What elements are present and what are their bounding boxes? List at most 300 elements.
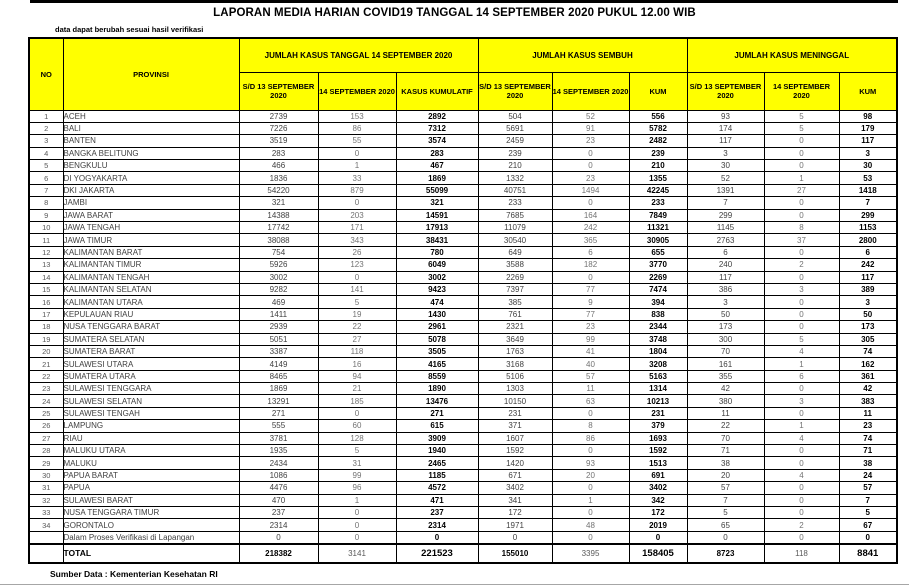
cell-value: 556 (629, 110, 687, 122)
cell-value: 2269 (478, 271, 552, 283)
cell-value: 2459 (478, 135, 552, 147)
cell-no: 15 (29, 283, 63, 295)
cell-value: 0 (552, 445, 629, 457)
cell-provinsi: SULAWESI TENGGARA (63, 383, 239, 395)
cell-provinsi: Dalam Proses Verifikasi di Lapangan (63, 531, 239, 543)
cell-value: 3402 (478, 482, 552, 494)
header-kasus-14sep: 14 SEPTEMBER 2020 (318, 72, 396, 110)
cell-value: 649 (478, 246, 552, 258)
cell-value: 30 (839, 160, 897, 172)
cell-value: 343 (318, 234, 396, 246)
cell-value: 6 (764, 370, 839, 382)
cell-value: 754 (239, 246, 318, 258)
cell-value: 0 (318, 147, 396, 159)
cell-value: 6 (552, 246, 629, 258)
cell-value: 38 (839, 457, 897, 469)
cell-value: 9 (552, 296, 629, 308)
cell-value: 1420 (478, 457, 552, 469)
cell-value: 23 (552, 321, 629, 333)
cell-value: 141 (318, 283, 396, 295)
cell-value: 0 (552, 160, 629, 172)
cell-value: 2434 (239, 457, 318, 469)
cell-value: 283 (239, 147, 318, 159)
cell-value: 38 (687, 457, 764, 469)
cell-value: 22 (687, 420, 764, 432)
cell-value: 8 (764, 222, 839, 234)
header-no: NO (29, 38, 63, 110)
total-value: 3395 (552, 544, 629, 563)
table-row (29, 246, 897, 258)
cell-provinsi: JAWA TENGAH (63, 222, 239, 234)
cell-value: 1971 (478, 519, 552, 531)
table-row (29, 234, 897, 246)
cell-value: 10213 (629, 395, 687, 407)
cell-value: 7226 (239, 122, 318, 134)
cell-value: 6 (687, 246, 764, 258)
cell-value: 1355 (629, 172, 687, 184)
total-value: 8841 (839, 544, 897, 563)
cell-value: 7397 (478, 283, 552, 295)
source-note: Sumber Data : Kementerian Kesehatan RI (50, 569, 218, 579)
cell-value: 99 (318, 469, 396, 481)
cell-value: 1869 (239, 383, 318, 395)
table-row (29, 283, 897, 295)
cell-value: 19 (318, 308, 396, 320)
cell-no: 12 (29, 246, 63, 258)
cell-value: 0 (478, 531, 552, 543)
cell-value: 0 (552, 147, 629, 159)
cell-value: 179 (839, 122, 897, 134)
cell-value: 94 (318, 370, 396, 382)
cell-value: 1592 (478, 445, 552, 457)
cell-value: 117 (687, 135, 764, 147)
cell-value: 761 (478, 308, 552, 320)
cell-value: 242 (839, 259, 897, 271)
header-provinsi: PROVINSI (63, 38, 239, 110)
total-value: 8723 (687, 544, 764, 563)
cell-value: 0 (764, 407, 839, 419)
cell-value: 504 (478, 110, 552, 122)
cell-value: 1185 (396, 469, 478, 481)
cell-value: 57 (839, 482, 897, 494)
cell-provinsi: SUMATERA BARAT (63, 345, 239, 357)
cell-value: 0 (764, 531, 839, 543)
cell-value: 5 (764, 122, 839, 134)
cell-value: 41 (552, 345, 629, 357)
cell-no: 18 (29, 321, 63, 333)
cell-provinsi: DI YOGYAKARTA (63, 172, 239, 184)
total-value: 221523 (396, 544, 478, 563)
cell-value: 50 (687, 308, 764, 320)
cell-value: 555 (239, 420, 318, 432)
header-meninggal-14sep: 14 SEPTEMBER 2020 (764, 72, 839, 110)
cell-no: 32 (29, 494, 63, 506)
top-border-bar (30, 0, 898, 3)
total-row (29, 544, 897, 563)
cell-value: 2763 (687, 234, 764, 246)
cell-value: 371 (478, 420, 552, 432)
cell-value: 0 (318, 197, 396, 209)
cell-value: 1 (764, 420, 839, 432)
cell-value: 5 (764, 333, 839, 345)
cell-value: 57 (687, 482, 764, 494)
cell-value: 0 (764, 160, 839, 172)
cell-value: 469 (239, 296, 318, 308)
cell-value: 239 (629, 147, 687, 159)
cell-value: 1 (764, 172, 839, 184)
cell-value: 53 (839, 172, 897, 184)
table-row (29, 345, 897, 357)
cell-no: 28 (29, 445, 63, 457)
cell-value: 1303 (478, 383, 552, 395)
cell-value: 342 (629, 494, 687, 506)
cell-value: 355 (687, 370, 764, 382)
cell-value: 3909 (396, 432, 478, 444)
cell-value: 3402 (629, 482, 687, 494)
table-row (29, 519, 897, 531)
cell-value: 38431 (396, 234, 478, 246)
cell-no: 34 (29, 519, 63, 531)
cell-value: 173 (839, 321, 897, 333)
cell-value: 386 (687, 283, 764, 295)
cell-value: 5691 (478, 122, 552, 134)
cell-provinsi: SULAWESI TENGAH (63, 407, 239, 419)
header-sembuh-14sep: 14 SEPTEMBER 2020 (552, 72, 629, 110)
cell-value: 2344 (629, 321, 687, 333)
cell-value: 20 (687, 469, 764, 481)
cell-value: 9423 (396, 283, 478, 295)
cell-value: 7 (687, 494, 764, 506)
table-row (29, 494, 897, 506)
cell-value: 6 (839, 246, 897, 258)
cell-provinsi: DKI JAKARTA (63, 184, 239, 196)
cell-value: 2892 (396, 110, 478, 122)
cell-value: 30540 (478, 234, 552, 246)
cell-value: 383 (839, 395, 897, 407)
cell-value: 0 (764, 445, 839, 457)
cell-value: 3002 (396, 271, 478, 283)
cell-value: 321 (239, 197, 318, 209)
cell-value: 8 (552, 420, 629, 432)
cell-value: 11321 (629, 222, 687, 234)
cell-value: 21 (318, 383, 396, 395)
cell-value: 67 (839, 519, 897, 531)
cell-value: 3748 (629, 333, 687, 345)
cell-value: 22 (318, 321, 396, 333)
cell-value: 0 (629, 531, 687, 543)
cell-value: 5078 (396, 333, 478, 345)
cell-value: 239 (478, 147, 552, 159)
cell-value: 283 (396, 147, 478, 159)
cell-value: 172 (478, 507, 552, 519)
total-value: 158405 (629, 544, 687, 563)
cell-value: 1430 (396, 308, 478, 320)
cell-value: 2482 (629, 135, 687, 147)
header-sembuh-kum: KUM (629, 72, 687, 110)
cell-value: 3 (839, 147, 897, 159)
cell-value: 0 (318, 271, 396, 283)
cell-provinsi: KALIMANTAN SELATAN (63, 283, 239, 295)
cell-value: 4 (764, 345, 839, 357)
cell-no: 3 (29, 135, 63, 147)
cell-value: 2961 (396, 321, 478, 333)
cell-value: 467 (396, 160, 478, 172)
cell-no (29, 531, 63, 543)
cell-provinsi: ACEH (63, 110, 239, 122)
cell-value: 24 (839, 469, 897, 481)
cell-value: 4165 (396, 358, 478, 370)
table-row (29, 445, 897, 457)
cell-value: 879 (318, 184, 396, 196)
table-row (29, 469, 897, 481)
cell-value: 5051 (239, 333, 318, 345)
cell-value: 466 (239, 160, 318, 172)
cell-value: 2321 (478, 321, 552, 333)
cell-value: 23 (552, 172, 629, 184)
cell-value: 5 (318, 296, 396, 308)
cell-value: 153 (318, 110, 396, 122)
cell-provinsi: SUMATERA SELATAN (63, 333, 239, 345)
cell-value: 2269 (629, 271, 687, 283)
cell-provinsi: JAWA BARAT (63, 209, 239, 221)
cell-value: 1592 (629, 445, 687, 457)
cell-value: 13476 (396, 395, 478, 407)
cell-value: 1145 (687, 222, 764, 234)
header-kasus-kumulatif: KASUS KUMULATIF (396, 72, 478, 110)
total-label: TOTAL (63, 544, 239, 563)
cell-value: 321 (396, 197, 478, 209)
cell-value: 7312 (396, 122, 478, 134)
cell-value: 70 (687, 345, 764, 357)
table-row (29, 271, 897, 283)
table-row (29, 383, 897, 395)
cell-value: 361 (839, 370, 897, 382)
cell-value: 57 (552, 370, 629, 382)
cell-value: 1086 (239, 469, 318, 481)
cell-provinsi: SULAWESI UTARA (63, 358, 239, 370)
cell-value: 1804 (629, 345, 687, 357)
cell-value: 11 (687, 407, 764, 419)
cell-value: 341 (478, 494, 552, 506)
cell-value: 0 (764, 246, 839, 258)
cell-value: 5106 (478, 370, 552, 382)
table-row (29, 407, 897, 419)
cell-value: 1693 (629, 432, 687, 444)
cell-value: 14591 (396, 209, 478, 221)
cell-value: 162 (839, 358, 897, 370)
cell-value: 93 (687, 110, 764, 122)
cell-value: 174 (687, 122, 764, 134)
cell-no: 31 (29, 482, 63, 494)
cell-value: 42 (839, 383, 897, 395)
cell-no: 19 (29, 333, 63, 345)
cell-value: 0 (764, 296, 839, 308)
cell-value: 4 (764, 432, 839, 444)
cell-no: 11 (29, 234, 63, 246)
cell-value: 1836 (239, 172, 318, 184)
cell-value: 4149 (239, 358, 318, 370)
cell-value: 299 (687, 209, 764, 221)
table-row (29, 370, 897, 382)
cell-value: 7 (687, 197, 764, 209)
cell-value: 14388 (239, 209, 318, 221)
cell-value: 2 (764, 259, 839, 271)
cell-value: 271 (239, 407, 318, 419)
cell-provinsi: KEPULAUAN RIAU (63, 308, 239, 320)
cell-no: 9 (29, 209, 63, 221)
cell-provinsi: KALIMANTAN TIMUR (63, 259, 239, 271)
cell-value: 8559 (396, 370, 478, 382)
cell-provinsi: JAMBI (63, 197, 239, 209)
cell-value: 16 (318, 358, 396, 370)
cell-value: 7685 (478, 209, 552, 221)
cell-value: 2314 (239, 519, 318, 531)
cell-value: 23 (552, 135, 629, 147)
cell-value: 1869 (396, 172, 478, 184)
cell-value: 52 (687, 172, 764, 184)
cell-value: 1763 (478, 345, 552, 357)
cell-value: 3649 (478, 333, 552, 345)
cell-provinsi: BANGKA BELITUNG (63, 147, 239, 159)
table-row (29, 209, 897, 221)
cell-value: 42 (687, 383, 764, 395)
cell-value: 691 (629, 469, 687, 481)
cell-value: 3208 (629, 358, 687, 370)
cell-value: 172 (629, 507, 687, 519)
cell-value: 3519 (239, 135, 318, 147)
cell-value: 1607 (478, 432, 552, 444)
cell-value: 117 (687, 271, 764, 283)
cell-value: 30905 (629, 234, 687, 246)
cell-no: 5 (29, 160, 63, 172)
cell-value: 240 (687, 259, 764, 271)
cell-value: 1 (318, 160, 396, 172)
cell-value: 2019 (629, 519, 687, 531)
cell-value: 1411 (239, 308, 318, 320)
cell-no: 10 (29, 222, 63, 234)
cell-value: 33 (318, 172, 396, 184)
cell-value: 2465 (396, 457, 478, 469)
cell-value: 1332 (478, 172, 552, 184)
cell-value: 20 (552, 469, 629, 481)
cell-value: 27 (318, 333, 396, 345)
cell-value: 2739 (239, 110, 318, 122)
cell-value: 117 (839, 135, 897, 147)
cell-value: 0 (764, 482, 839, 494)
cell-value: 0 (687, 531, 764, 543)
cell-value: 63 (552, 395, 629, 407)
cell-value: 3002 (239, 271, 318, 283)
cell-value: 5926 (239, 259, 318, 271)
cell-value: 161 (687, 358, 764, 370)
cell-value: 91 (552, 122, 629, 134)
cell-value: 7474 (629, 283, 687, 295)
cell-value: 65 (687, 519, 764, 531)
cell-value: 203 (318, 209, 396, 221)
cell-value: 9282 (239, 283, 318, 295)
cell-provinsi: BENGKULU (63, 160, 239, 172)
cell-value: 23 (839, 420, 897, 432)
cell-value: 71 (687, 445, 764, 457)
cell-value: 118 (318, 345, 396, 357)
cell-value: 1391 (687, 184, 764, 196)
cell-provinsi: KALIMANTAN BARAT (63, 246, 239, 258)
cell-no: 6 (29, 172, 63, 184)
cell-value: 55099 (396, 184, 478, 196)
cell-value: 671 (478, 469, 552, 481)
table-row (29, 110, 897, 122)
table-row (29, 333, 897, 345)
cell-provinsi: PAPUA (63, 482, 239, 494)
cell-provinsi: NUSA TENGGARA BARAT (63, 321, 239, 333)
cell-value: 0 (764, 147, 839, 159)
table-row (29, 259, 897, 271)
cell-value: 0 (764, 209, 839, 221)
cell-value: 60 (318, 420, 396, 432)
cell-no: 16 (29, 296, 63, 308)
cell-value: 0 (552, 531, 629, 543)
cell-value: 300 (687, 333, 764, 345)
cell-no: 24 (29, 395, 63, 407)
header-sembuh-sd13: S/D 13 SEPTEMBER 2020 (478, 72, 552, 110)
cell-no: 17 (29, 308, 63, 320)
cell-value: 98 (839, 110, 897, 122)
cell-value: 42245 (629, 184, 687, 196)
table-row (29, 321, 897, 333)
cell-value: 17742 (239, 222, 318, 234)
table-row (29, 507, 897, 519)
cell-value: 380 (687, 395, 764, 407)
table-row (29, 296, 897, 308)
cell-value: 615 (396, 420, 478, 432)
cell-no: 29 (29, 457, 63, 469)
cell-provinsi: PAPUA BARAT (63, 469, 239, 481)
table-row (29, 482, 897, 494)
cell-value: 4572 (396, 482, 478, 494)
cell-provinsi: RIAU (63, 432, 239, 444)
cell-value: 52 (552, 110, 629, 122)
cell-value: 11079 (478, 222, 552, 234)
cell-value: 3 (764, 283, 839, 295)
cell-value: 210 (629, 160, 687, 172)
cell-value: 3168 (478, 358, 552, 370)
cell-value: 40751 (478, 184, 552, 196)
cell-value: 0 (318, 407, 396, 419)
cell-value: 50 (839, 308, 897, 320)
cell-value: 0 (318, 507, 396, 519)
cell-value: 233 (478, 197, 552, 209)
table-row (29, 122, 897, 134)
cell-value: 7 (839, 197, 897, 209)
cell-value: 48 (552, 519, 629, 531)
table-row (29, 222, 897, 234)
cell-provinsi: SULAWESI SELATAN (63, 395, 239, 407)
cell-value: 1153 (839, 222, 897, 234)
table-row (29, 308, 897, 320)
cell-no: 1 (29, 110, 63, 122)
table-row (29, 432, 897, 444)
cell-no: 27 (29, 432, 63, 444)
cell-value: 470 (239, 494, 318, 506)
cell-value: 3 (839, 296, 897, 308)
cell-value: 5 (764, 110, 839, 122)
cell-value: 365 (552, 234, 629, 246)
cell-value: 1418 (839, 184, 897, 196)
cell-value: 237 (239, 507, 318, 519)
cell-value: 0 (318, 531, 396, 543)
cell-no: 30 (29, 469, 63, 481)
cell-no: 21 (29, 358, 63, 370)
